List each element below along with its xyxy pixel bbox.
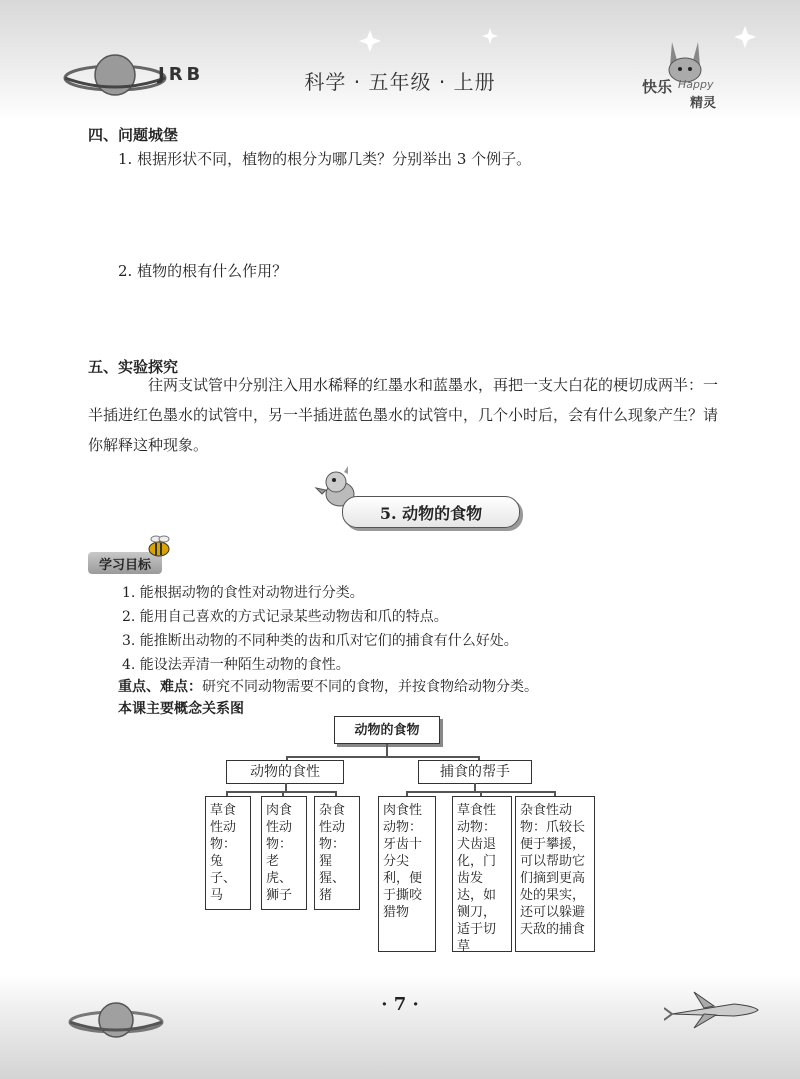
page-header-title: 科学 · 五年级 · 上册 xyxy=(304,70,496,94)
brand-logo xyxy=(640,40,730,110)
goal-item-1: 1. 能根据动物的食性对动物进行分类。 xyxy=(122,585,364,601)
brand-en: Happy xyxy=(678,78,714,91)
goal-item-3: 3. 能推断出动物的不同种类的齿和爪对它们的捕食有什么好处。 xyxy=(122,633,518,649)
key-points xyxy=(118,676,538,696)
brand-top: 快乐 xyxy=(642,78,673,96)
section4-title: 四、问题城堡 xyxy=(88,126,179,144)
connector xyxy=(226,791,336,793)
goal-item-2: 2. 能用自己喜欢的方式记录某些动物齿和爪的特点。 xyxy=(122,609,448,625)
connector xyxy=(286,756,478,758)
learning-goals-badge: 学习目标 xyxy=(88,552,162,574)
experiment-paragraph: 往两支试管中分别注入用水稀释的红墨水和蓝墨水，再把一支大白花的梗切成两半：一半插进红色墨水的试管中，另一半插进蓝色墨水的试管中，几个小时后，会有什么现象产生？请你解释这种现象。 xyxy=(88,376,719,454)
key-points-text: 研究不同动物需要不同的食物，并按食物给动物分类。 xyxy=(202,679,538,695)
connector xyxy=(285,783,287,791)
key-points-label: 重点、难点： xyxy=(118,679,202,695)
logo-text: JRB xyxy=(158,64,205,85)
question-2: 2. 植物的根有什么作用？ xyxy=(118,262,288,280)
leaf-carnivore-teeth: 肉食性动物：牙齿十分尖利，便于撕咬猎物 xyxy=(378,796,436,952)
space-shuttle-icon xyxy=(664,984,764,1034)
page-number: · 7 · xyxy=(381,994,419,1015)
connector xyxy=(386,744,388,756)
leaf-omnivore-examples: 杂食性动物：猩猩、猪 xyxy=(314,796,360,910)
bunny-icon xyxy=(640,40,730,110)
connector xyxy=(474,783,476,791)
leaf-herbivore-examples: 草食性动物：兔子、马 xyxy=(205,796,251,910)
leaf-herbivore-teeth: 草食性动物：犬齿退化，门齿发达，如铡刀，适于切草 xyxy=(452,796,512,952)
diagram-left-branch: 动物的食性 xyxy=(226,760,344,784)
brand-bottom: 精灵 xyxy=(690,96,717,111)
section5-title: 五、实验探究 xyxy=(88,358,179,376)
bee-icon xyxy=(144,534,174,560)
leaf-carnivore-examples: 肉食性动物：老虎、狮子 xyxy=(261,796,307,910)
goal-item-4: 4. 能设法弄清一种陌生动物的食性。 xyxy=(122,657,350,673)
concept-map-title: 本课主要概念关系图 xyxy=(118,701,244,717)
question-1: 1. 根据形状不同，植物的根分为哪几类？分别举出 3 个例子。 xyxy=(118,150,532,168)
diagram-right-branch: 捕食的帮手 xyxy=(418,760,532,784)
diagram-root: 动物的食物 xyxy=(334,716,440,744)
lesson-title: 5. 动物的食物 xyxy=(342,496,520,528)
leaf-omnivore-claws: 杂食性动物：爪较长便于攀援，可以帮助它们摘到更高处的果实，还可以躲避天敌的捕食 xyxy=(515,796,595,952)
